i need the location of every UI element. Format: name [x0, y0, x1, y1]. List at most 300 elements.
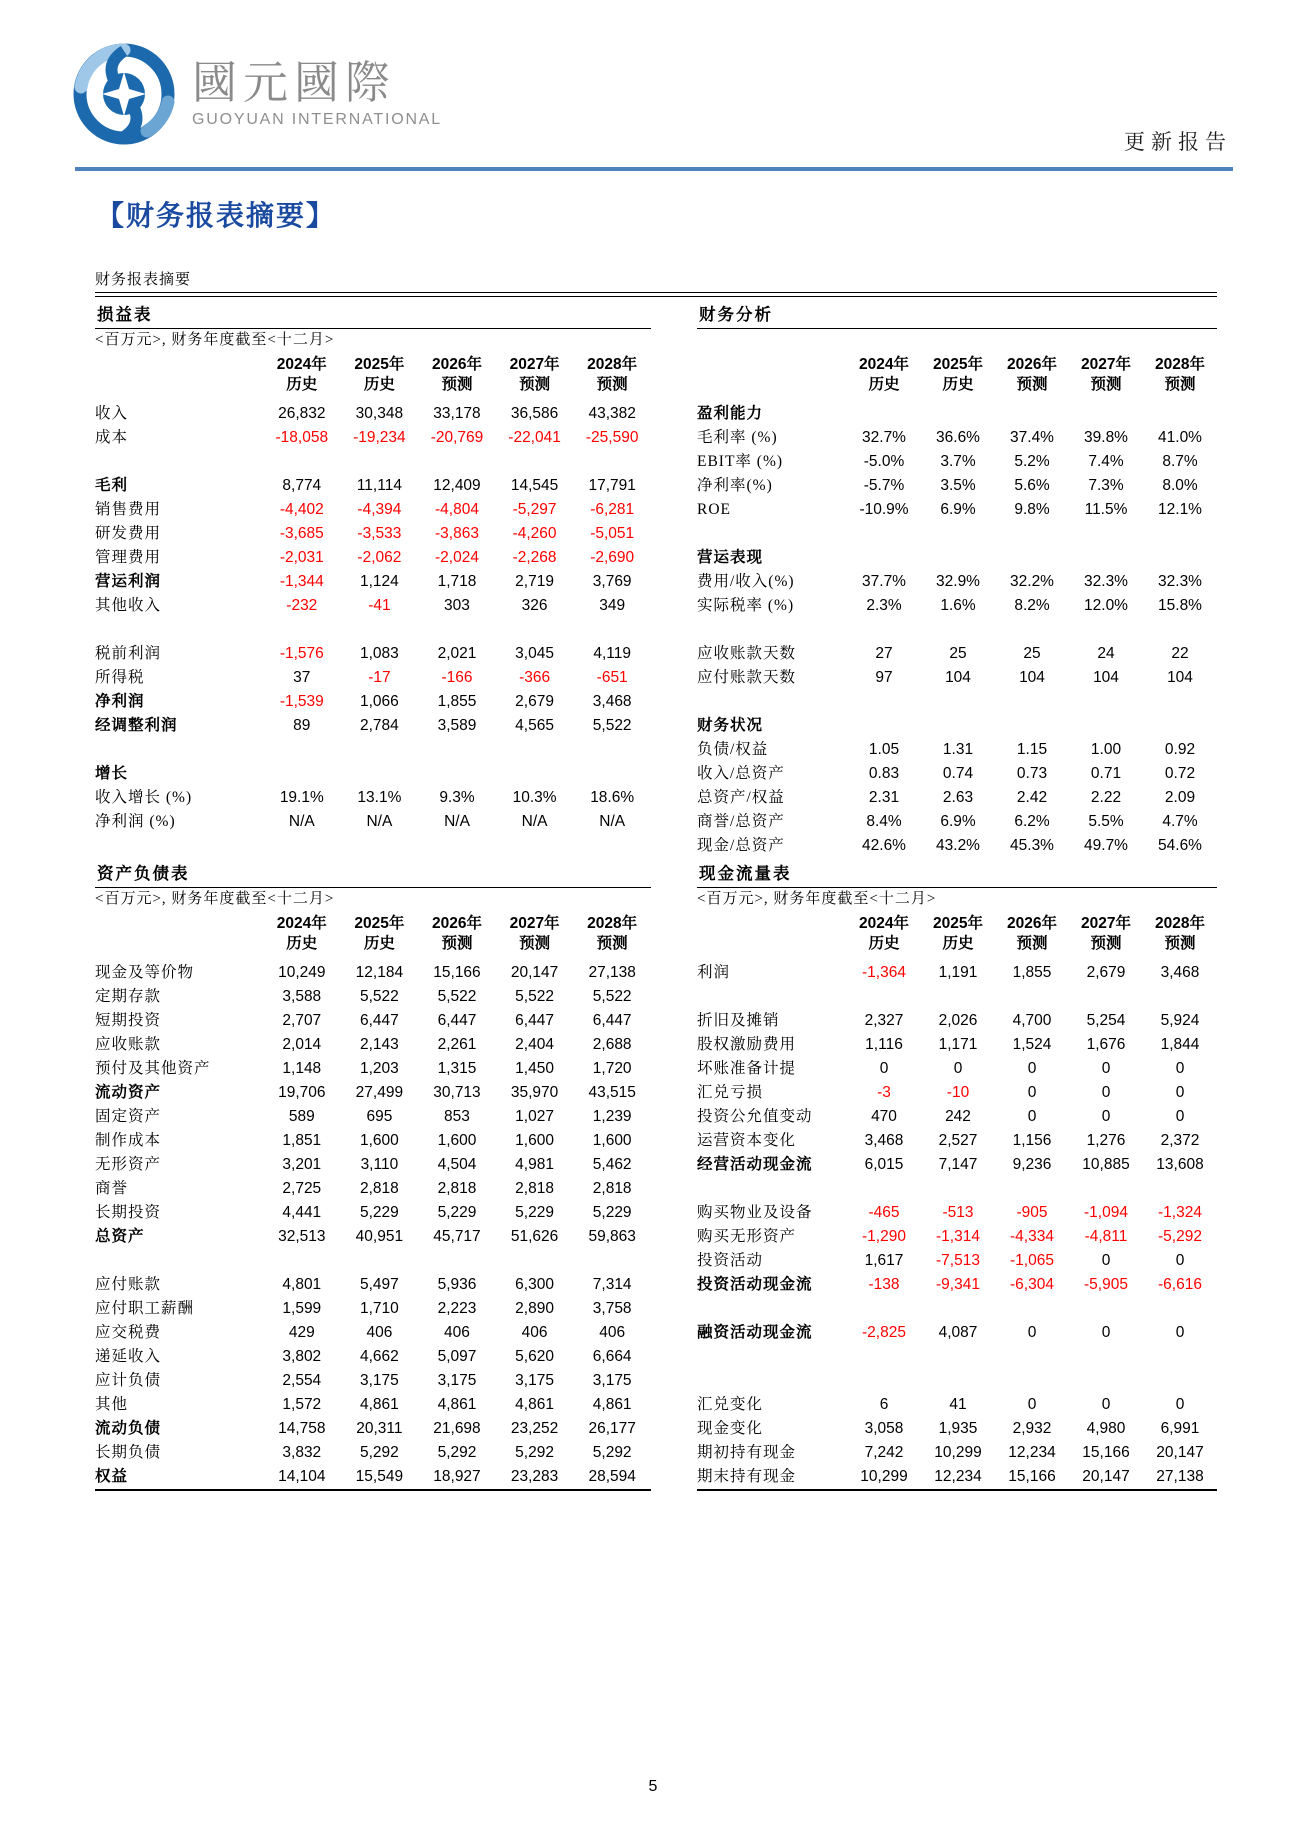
- table-row: [697, 1441, 1217, 1465]
- cell-value: 0: [1101, 1060, 1111, 1077]
- year-column-header: 2026年 预测: [1007, 356, 1057, 394]
- blank-row: [95, 1249, 651, 1273]
- cell-value: 3,468: [864, 1132, 904, 1149]
- cell-value: -2,031: [279, 549, 324, 566]
- cell-value: [341, 762, 419, 786]
- table-row: [697, 642, 1217, 666]
- table-row: [95, 1273, 651, 1297]
- cell-value: -1,065: [1010, 1252, 1054, 1269]
- cell-value: 3,468: [592, 693, 632, 710]
- cell-value: 4,861: [515, 1396, 554, 1413]
- year-column-header: 2027年 预测: [509, 356, 560, 394]
- row-label: 汇兑亏损: [697, 1084, 764, 1101]
- table-row: [697, 1105, 1217, 1129]
- income-statement-table: [95, 352, 651, 858]
- row-label: 经调整利润: [95, 717, 178, 734]
- brand-text: [192, 59, 442, 129]
- blank-row: [95, 618, 651, 642]
- cell-value: 4,662: [359, 1348, 399, 1365]
- cell-value: 2,707: [282, 1012, 322, 1029]
- cell-value: 30,348: [355, 405, 404, 422]
- cell-value: 15,166: [433, 964, 481, 981]
- balance-sheet-subtitle: <百万元>, 财务年度截至<十二月>: [95, 891, 335, 907]
- cell-value: 9,236: [1012, 1156, 1052, 1173]
- cell-value: -651: [596, 669, 628, 686]
- row-label: ROE: [697, 501, 731, 518]
- table-row: [697, 1225, 1217, 1249]
- cell-value: 5,292: [515, 1444, 554, 1461]
- cell-value: 3,201: [282, 1156, 322, 1173]
- cell-value: 3,110: [360, 1156, 399, 1173]
- row-label: 折旧及摊销: [697, 1012, 780, 1029]
- table-row: [697, 1417, 1217, 1441]
- cell-value: 1,191: [938, 964, 978, 981]
- cell-value: [496, 1249, 574, 1273]
- cell-value: 2,688: [592, 1036, 632, 1053]
- income-statement-title: 损益表: [95, 299, 651, 329]
- cell-value: 15,166: [1008, 1468, 1056, 1485]
- cell-value: 695: [366, 1108, 393, 1125]
- cell-value: 8.4%: [866, 813, 902, 830]
- cell-value: 1,203: [359, 1060, 399, 1077]
- cell-value: -6,304: [1010, 1276, 1054, 1293]
- cell-value: 18,927: [433, 1468, 481, 1485]
- cell-value: N/A: [444, 813, 470, 830]
- cell-value: [995, 522, 1069, 546]
- cell-value: 0: [953, 1060, 963, 1077]
- cell-value: 10,299: [934, 1444, 982, 1461]
- row-label: 应交税费: [95, 1324, 162, 1341]
- table-row: [697, 714, 1217, 738]
- cell-value: 19,706: [278, 1084, 326, 1101]
- cell-value: 32.2%: [1010, 573, 1054, 590]
- cell-value: [847, 1297, 921, 1321]
- cell-value: 406: [521, 1324, 548, 1341]
- row-label: [697, 618, 847, 642]
- cell-value: [263, 762, 341, 786]
- row-label: 短期投资: [95, 1012, 162, 1029]
- cell-value: [995, 985, 1069, 1009]
- cell-value: 28,594: [588, 1468, 636, 1485]
- cell-value: N/A: [288, 813, 315, 830]
- row-label: 负债/权益: [697, 741, 769, 758]
- cell-value: 1,524: [1012, 1036, 1052, 1053]
- row-label: 所得税: [95, 669, 145, 686]
- cell-value: 32.9%: [936, 573, 980, 590]
- cell-value: -366: [519, 669, 551, 686]
- cell-value: [1069, 690, 1143, 714]
- cell-value: 1,600: [359, 1132, 399, 1149]
- year-column-header: 2027年 预测: [1081, 356, 1131, 394]
- table-row: [95, 498, 651, 522]
- cell-value: 8.2%: [1014, 597, 1050, 614]
- cell-value: [847, 522, 921, 546]
- row-label: 经营活动现金流: [697, 1156, 813, 1173]
- row-label: [95, 450, 263, 474]
- cell-value: 0.71: [1090, 765, 1122, 782]
- cell-value: -905: [1016, 1204, 1048, 1221]
- year-column-header: 2025年 历史: [354, 915, 405, 953]
- cell-value: -7,513: [936, 1252, 980, 1269]
- cell-value: 0: [1175, 1108, 1185, 1125]
- cell-value: [496, 450, 574, 474]
- row-label: 净利润: [95, 693, 145, 710]
- cell-value: [341, 1249, 419, 1273]
- cell-value: -20,769: [430, 429, 484, 446]
- year-column-header: 2027年 预测: [509, 915, 560, 953]
- table-row: [95, 762, 651, 786]
- cell-value: 1.05: [868, 741, 900, 758]
- table-row: [95, 666, 651, 690]
- cell-value: [263, 834, 341, 858]
- cell-value: -3,863: [435, 525, 479, 542]
- cell-value: 37.7%: [862, 573, 906, 590]
- cell-value: 2,890: [515, 1300, 554, 1317]
- cell-value: -25,590: [585, 429, 639, 446]
- table-row: [697, 961, 1217, 985]
- blank-row: [95, 450, 651, 474]
- top-tables-row: [95, 299, 1217, 858]
- cell-value: [921, 985, 995, 1009]
- balance-sheet-section: [95, 858, 651, 1491]
- cell-value: 32,513: [278, 1228, 326, 1245]
- table-row: [95, 714, 651, 738]
- cell-value: [995, 402, 1069, 426]
- row-label: 研发费用: [95, 525, 162, 542]
- year-column-header: 2028年 预测: [587, 356, 638, 394]
- cell-value: 2,404: [515, 1036, 554, 1053]
- cell-value: 45,717: [433, 1228, 481, 1245]
- cell-value: 2.09: [1164, 789, 1196, 806]
- cell-value: -4,394: [357, 501, 402, 518]
- cell-value: 2.63: [942, 789, 974, 806]
- cell-value: 4,861: [359, 1396, 399, 1413]
- cell-value: 20,147: [1082, 1468, 1130, 1485]
- cell-value: [1143, 402, 1217, 426]
- cell-value: 12,234: [1008, 1444, 1056, 1461]
- cell-value: 27,138: [588, 964, 636, 981]
- financial-analysis-table: [697, 352, 1217, 858]
- cell-value: [1143, 522, 1217, 546]
- cell-value: 3,175: [437, 1372, 477, 1389]
- cell-value: [995, 1345, 1069, 1369]
- cell-value: 3.7%: [940, 453, 976, 470]
- cell-value: [341, 738, 419, 762]
- cell-value: -10.9%: [859, 501, 909, 518]
- table-row: [95, 546, 651, 570]
- table-row: [95, 1225, 651, 1249]
- cell-value: 2.31: [868, 789, 900, 806]
- table-row: [95, 1153, 651, 1177]
- cell-value: 2,818: [359, 1180, 399, 1197]
- cell-value: -2,062: [357, 549, 402, 566]
- cell-value: [847, 690, 921, 714]
- row-label: 应付账款: [95, 1276, 162, 1293]
- cell-value: 470: [871, 1108, 897, 1125]
- cell-value: 2,818: [437, 1180, 477, 1197]
- cell-value: 5,292: [592, 1444, 632, 1461]
- blank-row: [697, 1297, 1217, 1321]
- row-label: 商誉/总资产: [697, 813, 785, 830]
- cell-value: 6,300: [515, 1276, 554, 1293]
- financial-summary: [95, 268, 1217, 1491]
- cell-value: -1,314: [936, 1228, 980, 1245]
- row-label: 成本: [95, 429, 129, 446]
- row-label: [95, 618, 263, 642]
- cell-value: 4,861: [592, 1396, 632, 1413]
- cell-value: 6.9%: [940, 501, 976, 518]
- cell-value: 0.92: [1164, 741, 1196, 758]
- cell-value: 1,450: [515, 1060, 554, 1077]
- row-label: 商誉: [95, 1180, 129, 1197]
- cell-value: [1143, 546, 1217, 570]
- cell-value: [1069, 1345, 1143, 1369]
- row-label: [697, 690, 847, 714]
- row-label: 现金/总资产: [697, 837, 785, 854]
- cell-value: -513: [942, 1204, 974, 1221]
- table-row: [697, 1009, 1217, 1033]
- cell-value: [1143, 618, 1217, 642]
- year-column-header: 2024年 历史: [859, 915, 909, 953]
- cell-value: 27,499: [355, 1084, 404, 1101]
- cell-value: 1,148: [282, 1060, 322, 1077]
- cell-value: [847, 1177, 921, 1201]
- cell-value: 7.3%: [1088, 477, 1124, 494]
- cell-value: -2,024: [435, 549, 479, 566]
- cell-value: -5,051: [590, 525, 635, 542]
- table-row: [95, 426, 651, 450]
- cell-value: 14,545: [510, 477, 559, 494]
- cell-value: 1,276: [1086, 1132, 1126, 1149]
- cell-value: 59,863: [588, 1228, 636, 1245]
- cell-value: -4,402: [279, 501, 324, 518]
- cell-value: 0: [1175, 1396, 1185, 1413]
- table-row: [697, 810, 1217, 834]
- cell-value: 37: [293, 669, 311, 686]
- cell-value: -3: [877, 1084, 891, 1101]
- cell-value: 6,664: [592, 1348, 632, 1365]
- cell-value: 2.22: [1090, 789, 1122, 806]
- row-label: [697, 914, 847, 961]
- cell-value: [1143, 985, 1217, 1009]
- cell-value: [1069, 714, 1143, 738]
- cell-value: 0: [1101, 1084, 1111, 1101]
- cell-value: -166: [441, 669, 473, 686]
- cell-value: 4.7%: [1162, 813, 1198, 830]
- table-row: [697, 546, 1217, 570]
- cell-value: 15.8%: [1158, 597, 1202, 614]
- cell-value: 11.5%: [1084, 501, 1128, 518]
- table-row: [95, 402, 651, 426]
- cell-value: -3,533: [357, 525, 402, 542]
- cell-value: 1,676: [1086, 1036, 1126, 1053]
- cell-value: 41.0%: [1158, 429, 1202, 446]
- cell-value: [995, 1369, 1069, 1393]
- cell-value: -138: [868, 1276, 900, 1293]
- cell-value: [1069, 618, 1143, 642]
- table-row: [95, 1201, 651, 1225]
- year-column-header: 2024年 历史: [859, 356, 909, 394]
- cell-value: 9.3%: [439, 789, 475, 806]
- table-row: [95, 522, 651, 546]
- cell-value: [995, 690, 1069, 714]
- cell-value: 0: [1101, 1396, 1111, 1413]
- cell-value: N/A: [366, 813, 393, 830]
- cell-value: 89: [293, 717, 311, 734]
- cell-value: [1069, 1369, 1143, 1393]
- cell-value: 326: [521, 597, 548, 614]
- cell-value: 104: [945, 669, 971, 686]
- cell-value: [1069, 985, 1143, 1009]
- cell-value: [263, 1249, 341, 1273]
- cell-value: -465: [868, 1204, 900, 1221]
- cell-value: 10,299: [860, 1468, 908, 1485]
- brand-name-en: GUOYUAN INTERNATIONAL: [192, 110, 442, 128]
- column-header-row: [697, 352, 1217, 402]
- row-label: 坏账准备计提: [697, 1060, 797, 1077]
- cell-value: -41: [368, 597, 391, 614]
- cell-value: [1143, 1345, 1217, 1369]
- cell-value: 0: [1027, 1084, 1037, 1101]
- cell-value: 5.5%: [1088, 813, 1124, 830]
- row-label: 营运表现: [697, 549, 764, 566]
- cell-value: [1069, 546, 1143, 570]
- cell-value: 10,885: [1082, 1156, 1130, 1173]
- table-row: [95, 1105, 651, 1129]
- table-row: [697, 474, 1217, 498]
- row-label: 费用/收入(%): [697, 573, 795, 590]
- table-row: [697, 1249, 1217, 1273]
- row-label: 净利率(%): [697, 477, 773, 494]
- cell-value: [496, 618, 574, 642]
- table-row: [95, 810, 651, 834]
- cell-value: 12.0%: [1084, 597, 1128, 614]
- cell-value: -19,234: [353, 429, 406, 446]
- cash-flow-section: [697, 858, 1217, 1491]
- cell-value: 1,600: [515, 1132, 554, 1149]
- row-label: 应收账款天数: [697, 645, 797, 662]
- cell-value: 1,171: [938, 1036, 978, 1053]
- cell-value: 4,801: [282, 1276, 322, 1293]
- table-row: [697, 1201, 1217, 1225]
- cell-value: 1,599: [282, 1300, 322, 1317]
- table-row: [697, 786, 1217, 810]
- cell-value: 26,177: [588, 1420, 636, 1437]
- cell-value: 15,166: [1082, 1444, 1130, 1461]
- cell-value: 54.6%: [1158, 837, 1202, 854]
- table-row: [95, 1057, 651, 1081]
- cell-value: [847, 402, 921, 426]
- cell-value: 104: [1019, 669, 1045, 686]
- cell-value: 7,242: [864, 1444, 904, 1461]
- cell-value: [1069, 522, 1143, 546]
- financial-analysis-title: 财务分析: [697, 299, 1217, 329]
- cell-value: -4,804: [435, 501, 479, 518]
- cell-value: 32.3%: [1084, 573, 1128, 590]
- balance-sheet-table: [95, 911, 651, 1491]
- cell-value: 0.72: [1164, 765, 1196, 782]
- cell-value: 0: [1101, 1108, 1111, 1125]
- table-row: [697, 1273, 1217, 1297]
- cell-value: -5,905: [1084, 1276, 1128, 1293]
- cell-value: 33,178: [433, 405, 481, 422]
- cell-value: 12,184: [355, 964, 404, 981]
- row-label: 现金变化: [697, 1420, 764, 1437]
- cell-value: 3,058: [864, 1420, 904, 1437]
- cell-value: 1,066: [359, 693, 399, 710]
- cell-value: 43.2%: [936, 837, 980, 854]
- cell-value: 5,497: [359, 1276, 399, 1293]
- row-label: 现金及等价物: [95, 964, 195, 981]
- year-column-header: 2027年 预测: [1081, 915, 1131, 953]
- cell-value: 14,104: [278, 1468, 326, 1485]
- cell-value: 1,600: [437, 1132, 477, 1149]
- cell-value: [921, 1297, 995, 1321]
- cell-value: [418, 618, 496, 642]
- cell-value: 5,229: [437, 1204, 477, 1221]
- cell-value: 0: [1101, 1252, 1111, 1269]
- row-label: [95, 834, 263, 858]
- row-label: 投资活动: [697, 1252, 764, 1269]
- cell-value: 1.6%: [940, 597, 976, 614]
- table-row: [95, 570, 651, 594]
- cell-value: -5.0%: [863, 453, 905, 470]
- blank-row: [697, 1369, 1217, 1393]
- row-label: 应付账款天数: [697, 669, 797, 686]
- cell-value: 1,935: [938, 1420, 978, 1437]
- table-caption: 财务报表摘要: [95, 272, 192, 288]
- cell-value: N/A: [599, 813, 626, 830]
- cell-value: [573, 762, 651, 786]
- cell-value: 26,832: [278, 405, 326, 422]
- cell-value: [1143, 1177, 1217, 1201]
- cell-value: 12.1%: [1158, 501, 1202, 518]
- cell-value: 0: [1101, 1324, 1111, 1341]
- cell-value: [341, 834, 419, 858]
- cell-value: 3,045: [515, 645, 554, 662]
- table-row: [697, 402, 1217, 426]
- cell-value: 2,679: [1086, 964, 1126, 981]
- row-label: 预付及其他资产: [95, 1060, 211, 1077]
- row-label: 营运利润: [95, 573, 162, 590]
- cell-value: 0.83: [868, 765, 900, 782]
- cell-value: 20,311: [356, 1420, 403, 1437]
- cell-value: 25: [1023, 645, 1041, 662]
- cell-value: 4,087: [938, 1324, 978, 1341]
- column-header-row: [95, 352, 651, 402]
- cell-value: [496, 738, 574, 762]
- cell-value: 1,572: [282, 1396, 322, 1413]
- balance-sheet-title: 资产负债表: [95, 858, 651, 888]
- cell-value: 27,138: [1156, 1468, 1204, 1485]
- row-label: 投资活动现金流: [697, 1276, 813, 1293]
- row-label: [95, 914, 263, 961]
- cell-value: 5.6%: [1014, 477, 1050, 494]
- cell-value: 1,315: [437, 1060, 477, 1077]
- cell-value: [921, 1369, 995, 1393]
- cell-value: [1069, 402, 1143, 426]
- cell-value: 10,249: [278, 964, 326, 981]
- cell-value: 8.7%: [1162, 453, 1198, 470]
- cell-value: -2,690: [590, 549, 635, 566]
- row-label: 无形资产: [95, 1156, 162, 1173]
- cell-value: 1,855: [437, 693, 477, 710]
- row-label: [697, 355, 847, 402]
- cell-value: [995, 618, 1069, 642]
- table-row: [95, 1033, 651, 1057]
- cell-value: [1143, 1369, 1217, 1393]
- cell-value: 406: [599, 1324, 626, 1341]
